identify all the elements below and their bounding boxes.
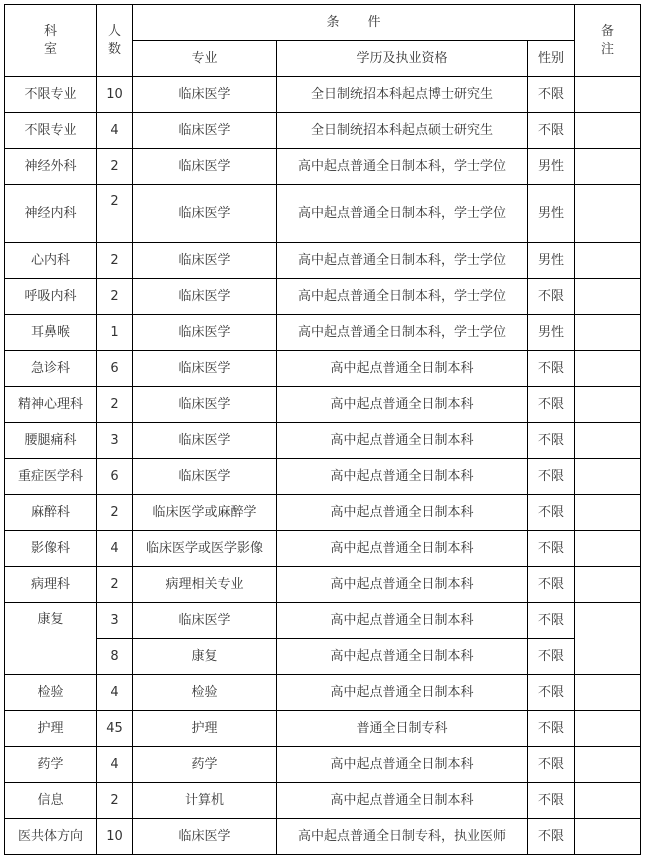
cell-keshi: 神经外科 [5,149,97,185]
cell-keshi: 药学 [5,747,97,783]
cell-zhuanye: 临床医学 [133,243,277,279]
cell-xingbie: 不限 [528,387,575,423]
cell-xueli: 高中起点普通全日制本科 [277,675,528,711]
cell-xingbie: 不限 [528,675,575,711]
cell-renshu: 1 [97,315,133,351]
cell-beizhu [575,531,641,567]
cell-keshi: 信息 [5,783,97,819]
cell-xueli: 高中起点普通全日制本科，学士学位 [277,243,528,279]
cell-xingbie: 男性 [528,243,575,279]
cell-zhuanye: 临床医学 [133,351,277,387]
cell-keshi: 麻醉科 [5,495,97,531]
cell-xingbie: 不限 [528,819,575,855]
cell-keshi: 影像科 [5,531,97,567]
cell-xingbie: 不限 [528,459,575,495]
cell-beizhu [575,711,641,747]
cell-renshu: 2 [97,495,133,531]
cell-renshu: 4 [97,747,133,783]
cell-xingbie: 不限 [528,747,575,783]
cell-xueli: 高中起点普通全日制本科 [277,603,528,639]
cell-zhuanye: 病理相关专业 [133,567,277,603]
cell-zhuanye: 临床医学 [133,387,277,423]
header-xueli: 学历及执业资格 [277,41,528,77]
cell-keshi: 不限专业 [5,77,97,113]
table-row [5,279,641,315]
cell-zhuanye: 检验 [133,675,277,711]
table-row [5,423,641,459]
cell-zhuanye: 临床医学 [133,185,277,243]
cell-beizhu [575,819,641,855]
cell-xueli: 高中起点普通全日制本科 [277,495,528,531]
cell-zhuanye: 临床医学 [133,315,277,351]
cell-xueli: 高中起点普通全日制专科，执业医师 [277,819,528,855]
cell-keshi: 康复 [5,603,97,675]
cell-keshi: 呼吸内科 [5,279,97,315]
cell-beizhu [575,315,641,351]
table-row [5,783,641,819]
cell-xingbie: 男性 [528,185,575,243]
cell-renshu: 6 [97,459,133,495]
cell-beizhu [575,747,641,783]
cell-beizhu [575,149,641,185]
header-xingbie: 性别 [528,41,575,77]
cell-zhuanye: 临床医学 [133,77,277,113]
cell-xingbie: 男性 [528,149,575,185]
cell-beizhu [575,423,641,459]
cell-xingbie: 男性 [528,315,575,351]
cell-renshu: 2 [97,279,133,315]
cell-renshu: 10 [97,77,133,113]
header-zhuanye: 专业 [133,41,277,77]
header-keshi: 科 室 [5,5,97,77]
cell-xueli: 高中起点普通全日制本科，学士学位 [277,315,528,351]
cell-zhuanye: 康复 [133,639,277,675]
cell-xueli: 全日制统招本科起点博士研究生 [277,77,528,113]
cell-xingbie: 不限 [528,77,575,113]
cell-renshu: 2 [97,783,133,819]
cell-renshu: 2 [97,243,133,279]
header-renshu: 人 数 [97,5,133,77]
cell-zhuanye: 临床医学 [133,423,277,459]
cell-zhuanye: 临床医学 [133,459,277,495]
table-row [5,315,641,351]
cell-renshu: 2 [97,185,133,243]
cell-renshu: 3 [97,423,133,459]
table-row [5,747,641,783]
cell-zhuanye: 护理 [133,711,277,747]
cell-xingbie: 不限 [528,567,575,603]
cell-beizhu [575,603,641,675]
cell-renshu: 8 [97,639,133,675]
cell-keshi: 神经内科 [5,185,97,243]
cell-zhuanye: 临床医学 [133,149,277,185]
cell-beizhu [575,77,641,113]
table-row [5,567,641,603]
cell-xingbie: 不限 [528,711,575,747]
cell-renshu: 3 [97,603,133,639]
cell-renshu: 2 [97,567,133,603]
cell-xueli: 高中起点普通全日制本科 [277,531,528,567]
cell-renshu: 4 [97,675,133,711]
table-row [5,531,641,567]
cell-xueli: 高中起点普通全日制本科 [277,783,528,819]
header-row [5,5,641,41]
cell-xingbie: 不限 [528,279,575,315]
cell-keshi: 心内科 [5,243,97,279]
cell-xingbie: 不限 [528,113,575,149]
cell-xueli: 高中起点普通全日制本科，学士学位 [277,279,528,315]
cell-xueli: 高中起点普通全日制本科，学士学位 [277,149,528,185]
cell-xueli: 高中起点普通全日制本科 [277,459,528,495]
table-row [5,113,641,149]
recruitment-table [4,4,641,855]
cell-keshi: 护理 [5,711,97,747]
cell-xingbie: 不限 [528,603,575,639]
cell-zhuanye: 临床医学或麻醉学 [133,495,277,531]
cell-renshu: 2 [97,149,133,185]
cell-xingbie: 不限 [528,351,575,387]
cell-renshu: 10 [97,819,133,855]
table-row [5,603,641,639]
cell-xueli: 高中起点普通全日制本科 [277,639,528,675]
cell-beizhu [575,351,641,387]
cell-zhuanye: 计算机 [133,783,277,819]
cell-beizhu [575,243,641,279]
cell-keshi: 耳鼻喉 [5,315,97,351]
table-row [5,495,641,531]
cell-xueli: 高中起点普通全日制本科 [277,747,528,783]
cell-beizhu [575,495,641,531]
cell-xingbie: 不限 [528,531,575,567]
cell-zhuanye: 临床医学 [133,819,277,855]
cell-keshi: 急诊科 [5,351,97,387]
cell-xueli: 高中起点普通全日制本科 [277,351,528,387]
cell-zhuanye: 临床医学 [133,113,277,149]
cell-beizhu [575,567,641,603]
cell-beizhu [575,387,641,423]
table-row [5,149,641,185]
cell-xingbie: 不限 [528,495,575,531]
cell-keshi: 不限专业 [5,113,97,149]
table-row [5,387,641,423]
cell-renshu: 2 [97,387,133,423]
cell-zhuanye: 药学 [133,747,277,783]
cell-keshi: 检验 [5,675,97,711]
cell-beizhu [575,675,641,711]
cell-zhuanye: 临床医学 [133,603,277,639]
table-row [5,675,641,711]
header-tiaojian: 条件 [133,5,575,41]
cell-xueli: 普通全日制专科 [277,711,528,747]
cell-zhuanye: 临床医学 [133,279,277,315]
cell-renshu: 4 [97,531,133,567]
table-row [5,77,641,113]
table-row [5,711,641,747]
table-row [5,185,641,243]
table-row [5,351,641,387]
cell-beizhu [575,279,641,315]
cell-keshi: 腰腿痛科 [5,423,97,459]
table-row [5,459,641,495]
table-row [5,819,641,855]
cell-beizhu [575,113,641,149]
cell-xingbie: 不限 [528,639,575,675]
cell-keshi: 重症医学科 [5,459,97,495]
cell-xueli: 高中起点普通全日制本科 [277,387,528,423]
cell-beizhu [575,459,641,495]
cell-renshu: 45 [97,711,133,747]
table-row [5,639,641,675]
cell-beizhu [575,185,641,243]
cell-xingbie: 不限 [528,783,575,819]
table-row [5,243,641,279]
cell-keshi: 病理科 [5,567,97,603]
cell-xueli: 高中起点普通全日制本科 [277,423,528,459]
cell-xingbie: 不限 [528,423,575,459]
cell-beizhu [575,783,641,819]
cell-xueli: 全日制统招本科起点硕士研究生 [277,113,528,149]
cell-xueli: 高中起点普通全日制本科 [277,567,528,603]
cell-renshu: 4 [97,113,133,149]
cell-keshi: 医共体方向 [5,819,97,855]
cell-renshu: 6 [97,351,133,387]
header-beizhu: 备 注 [575,5,641,77]
cell-xueli: 高中起点普通全日制本科，学士学位 [277,185,528,243]
cell-zhuanye: 临床医学或医学影像 [133,531,277,567]
cell-keshi: 精神心理科 [5,387,97,423]
